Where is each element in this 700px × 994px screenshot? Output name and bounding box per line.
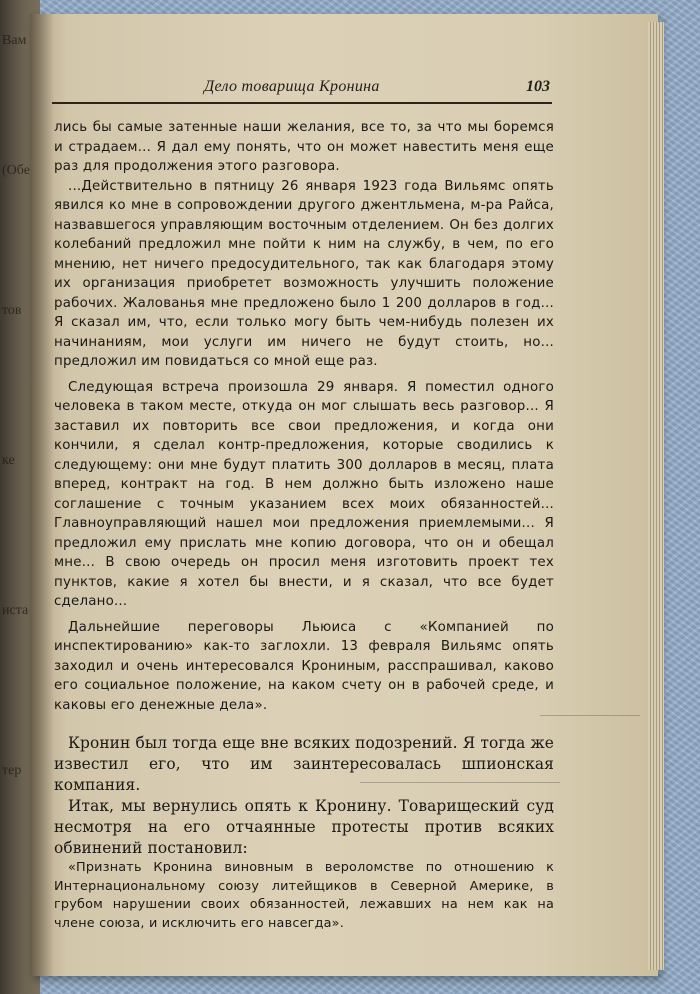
left-page-fragment: Вам [2, 33, 27, 48]
paragraph: лись бы самые затенные наши желания, все то, за что мы боремся и страдаем... Я дал ему понять, что он может навестить меня еще раз для продолжения этого разговора. [54, 120, 554, 174]
paragraph: «Признать Кронина виновным в вероломстве по отношению к Интернациональному союзу литейщиков в Северной Америке, в грубом нарушении своих обязанностей, лежавших на нем как на члене союза, и исключить его навсегда». [54, 860, 554, 931]
left-page-fragment: тер [2, 763, 22, 778]
pencil-underline [540, 715, 640, 716]
paragraph: ...Действительно в пятницу 26 января 1923 года Вильямс опять явился ко мне в сопровождении другого джентльмена, м-ра Райса, назвавшегося управляющим восточным отделением. Он без долгих колебаний предложил мне пойти к ним на службу, в чем, по его мнению, нет ничего предосудительного, так как благодаря этому их организация приобретет возможность улучшить положение рабочих. Жалованья мне предложено было 1 200 долларов в год... Я сказал им, что, если только могу быть чем-нибудь полезен их начинаниям, мои услуги им ничего не будут стоить, но... предложил им повидаться со мной еще раз. [54, 178, 554, 369]
page-number: 103 [526, 78, 550, 95]
left-page-fragment: (Обе [2, 163, 30, 178]
running-title: Дело товарища Кронина [204, 78, 380, 95]
paragraph: Итак, мы вернулись опять к Кронину. Товарищеский суд несмотря на его отчаянные протесты против всяких обвинений постановил: [54, 797, 554, 857]
paragraph: Кронин был тогда еще вне всяких подозрений. Я тогда же известил его, что им заинтересовалась шпионская компания. [54, 734, 554, 794]
left-page-fragment: тов [2, 303, 22, 318]
page-stack-edge [648, 22, 664, 970]
paragraph: Следующая встреча произошла 29 января. Я поместил одного человека в таком месте, откуда он мог слышать весь разговор... Я заставил их повторить все свои предложения, и когда они кончили, я сделал контр-предложения, которые сводились к следующему: они мне будут платить 300 долларов в месяц, плата вперед, контракт на год. В нем должно быть изложено наше соглашение с точным указанием всех моих обязанностей... Главноуправляющий нашел мои предложения приемлемыми... Я предложил ему прислать мне копию договора, что он и обещал мне... В свою очередь он просил меня изготовить проект тех пунктов, какие я хотел бы внести, и я сказал, что все будет сделано... [54, 379, 554, 609]
spine-shadow [30, 14, 54, 976]
left-page-fragment: ке [2, 453, 15, 468]
paragraph: Дальнейшие переговоры Льюиса с «Компанией по инспектированию» как-то заглохли. 13 февраля Вильямс опять заходил и очень интересовался Крониным, расспрашивал, каково его социальное положение, на каком счету он в рабочей среде, и каковы его денежные дела». [54, 619, 554, 713]
page-body [54, 118, 554, 933]
left-page-fragment: иста [2, 603, 29, 618]
pencil-underline [360, 782, 560, 783]
running-header [52, 76, 552, 104]
